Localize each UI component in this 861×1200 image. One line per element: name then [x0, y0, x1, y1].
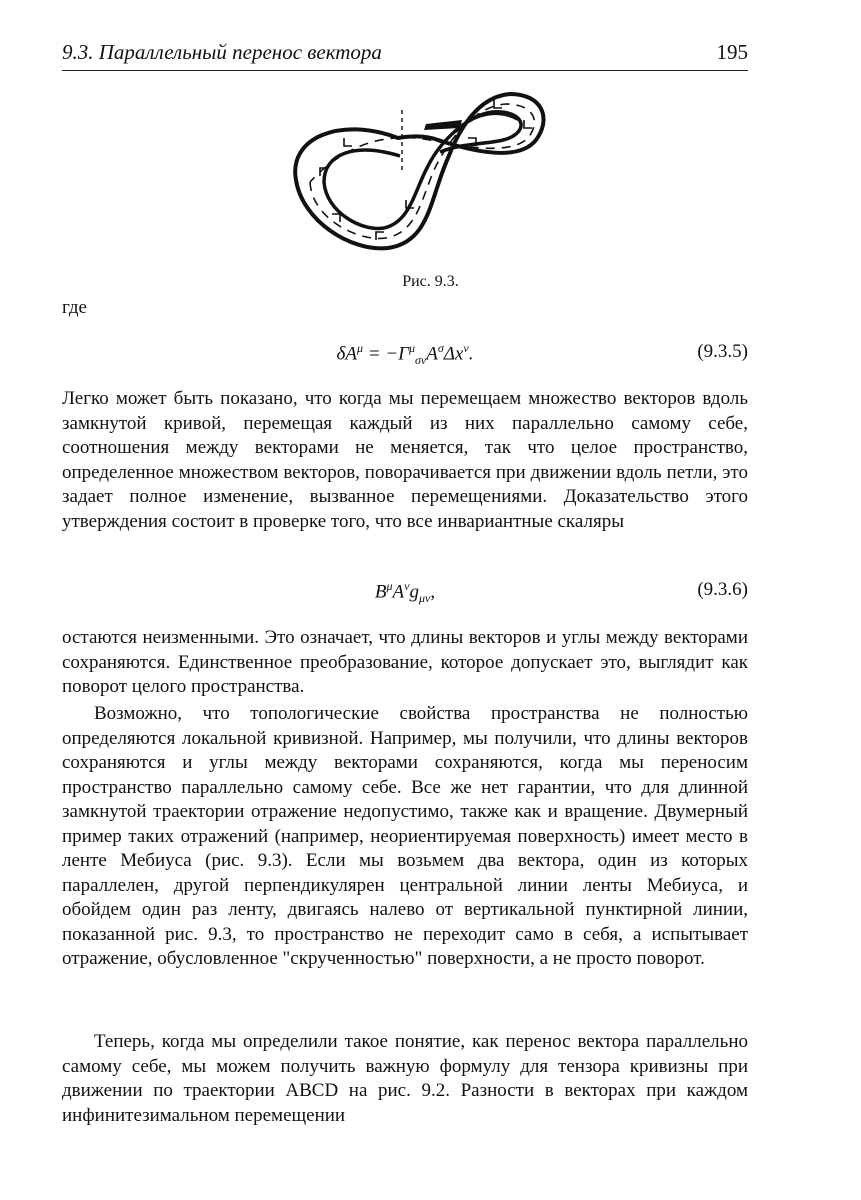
strip-right-inner [456, 114, 518, 132]
running-header [62, 40, 748, 71]
section-title: 9.3. Параллельный перенос вектора [62, 40, 382, 64]
paragraph-text: Теперь, когда мы определили такое понятие, как перенос вектора параллельно самому себе, мы можем получить важную формулу для тензора кривизны при движении по траектории ABCD на рис. 9.2. Разности в векторах при каждом инфинитезимальном перемещении [62, 1031, 748, 1126]
page-number: 195 [716, 40, 748, 64]
paragraph-text: Легко может быть показано, что когда мы перемещаем множество векторов вдоль замкнутой кривой, перемещая каждый из них параллельно самому себе, соотношения между векторами не меняется, так что целое пространство, определенное множеством векторов, поворачивается при движении вдоль петли, это задает полное изменение, вызванное перемещениями. Доказательство этого утверждения состоит в проверке того, что все инвариантные скаляры [62, 388, 748, 532]
paragraph-1 [62, 387, 748, 534]
strip-outer-edge [295, 94, 543, 248]
figure-caption: Рис. 9.3. [402, 273, 459, 290]
equation-number: (9.3.5) [697, 341, 748, 362]
paragraph-text: остаются неизменными. Это означает, что длины векторов и углы между векторами сохраняются. Единственное преобразование, которое допускает это, выглядит как поворот целого пространства. [62, 627, 748, 697]
equation-body: $B^\mu A^\nu g_{\mu\nu}$, [374, 579, 436, 606]
intro-word: где [62, 297, 87, 318]
paragraph-3 [62, 702, 748, 972]
paragraph-2 [62, 626, 748, 700]
equation-body: $\delta A^\mu = -\Gamma^\mu_{\sigma\nu}A^\sigma\Delta x^\nu$. [336, 341, 474, 368]
paragraph-text: Возможно, что топологические свойства пространства не полностью определяются локальной кривизной. Например, мы получили, что длины векторов сохраняются и углы между векторами сохраняются, когда мы переносим пространство параллельно самому себе. Все же нет гарантии, что для длинной замкнутой траектории отражение недопустимо, также как и вращение. Двумерный пример таких отражений (например, неориентируемая поверхность) имеет место в ленте Мебиуса (рис. 9.3). Если мы возьмем два вектора, один из которых параллелен, другой перпендикулярен центральной линии ленты Мебиуса, и обойдем один раз ленту, двигаясь налево от вертикальной пунктирной линии, показанной рис. 9.3, то пространство не переходит само в себя, а испытывает отражение, обусловленное "скрученностью" поверхности, а не просто поворот. [62, 703, 748, 969]
mobius-strip-figure [280, 80, 560, 270]
equation-9-3-5 [62, 341, 748, 367]
paragraph-4 [62, 1030, 748, 1128]
equation-9-3-6 [62, 579, 748, 605]
equation-number: (9.3.6) [697, 579, 748, 600]
strip-center-dashed [310, 104, 534, 238]
